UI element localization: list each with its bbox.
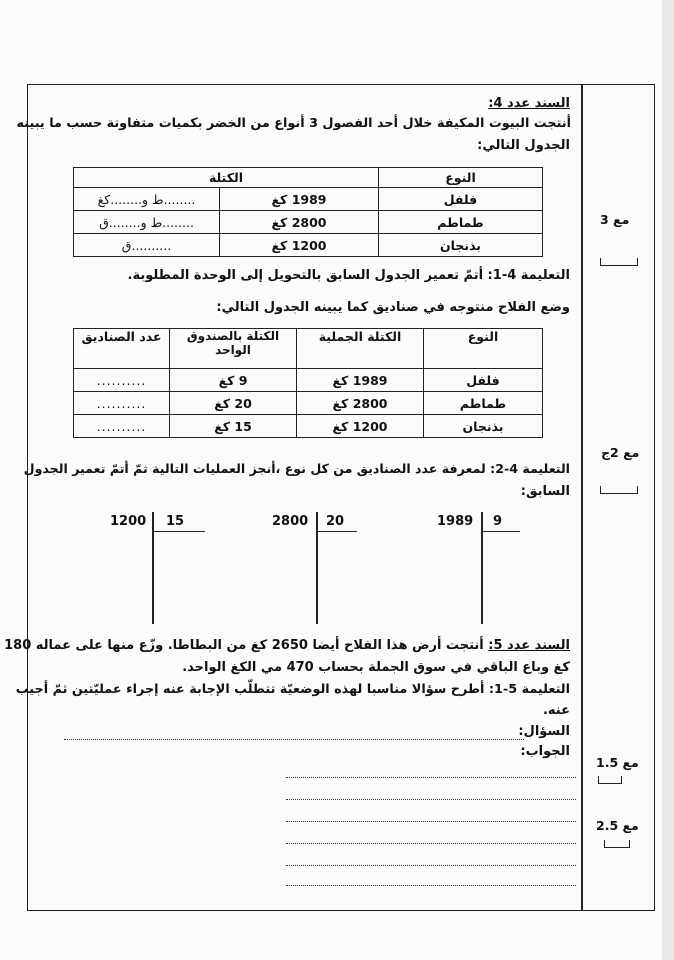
table2-cell-per-box: 20 كغ [170, 392, 297, 415]
division-divisor: 9 [493, 514, 503, 529]
page-edge [662, 0, 674, 960]
table2-cell-per-box: 9 كغ [170, 369, 297, 392]
score-boxes-3 [598, 776, 622, 784]
table-row [74, 392, 543, 415]
score-boxes-2 [600, 486, 638, 494]
criterion-mark-2: مع 2ج [601, 445, 640, 460]
instruction-5-1-line2: عنه. [542, 703, 570, 718]
table1-cell-type: فلفل [379, 188, 543, 211]
table1-cell-mass: 2800 كغ [220, 211, 379, 234]
table2-cell-total: 2800 كغ [297, 392, 424, 415]
answer-line[interactable] [286, 864, 576, 866]
answer-line[interactable] [286, 842, 576, 844]
instruction-5-1-line1: التعليمة 5-1: أطرح سؤالا مناسبا لهذه الوضعيّة تتطلّب الإجابة عنه إجراء عمليّتين ثمّ أجيب [15, 682, 570, 697]
section4-intro-line2: الجدول التالي: [477, 138, 570, 153]
table2-cell-per-box: 15 كغ [170, 415, 297, 438]
section5-title: السند عدد 5: [488, 638, 570, 653]
answer-line[interactable] [286, 776, 576, 778]
table1-header-type: النوع [379, 168, 543, 188]
table-boxes [73, 328, 543, 438]
table2-cell-count[interactable]: .......... [74, 392, 170, 415]
table2-cell-count[interactable]: .......... [74, 415, 170, 438]
section5-intro-line1: السند عدد 5: أنتجت أرض هذا الفلاح أيضا 2650 كغ من البطاطا. وزّع منها على عماله 180 [4, 638, 570, 653]
division-divisor: 20 [326, 514, 345, 529]
table1-cell-mass: 1200 كغ [220, 234, 379, 257]
table2-cell-type: بذنجان [424, 415, 543, 438]
criterion-mark-3: مع 1.5 [596, 755, 639, 770]
instruction-4-2-line1: التعليمة 4-2: لمعرفة عدد الصناديق من كل نوع ،أنجز العمليات التالية ثمّ أتمّ تعمير الجدول [23, 461, 570, 476]
instruction-4-1: التعليمة 4-1: أتمّ تعمير الجدول السابق بالتحويل إلى الوحدة المطلوبة. [127, 268, 570, 283]
table2-cell-total: 1200 كغ [297, 415, 424, 438]
table-row [74, 415, 543, 438]
table1-header-mass: الكتلة [74, 168, 379, 188]
table2-cell-total: 1989 كغ [297, 369, 424, 392]
section4-intro2: وضع الفلاح منتوجه في صناديق كما يبينه الجدول التالي: [216, 300, 570, 315]
division-horizontal-bar [482, 531, 520, 532]
table2-header-total: الكتلة الجملية [297, 329, 424, 369]
table1-cell-type: بذنجان [379, 234, 543, 257]
table-mass-conversion [73, 167, 543, 257]
criterion-mark-1: مع 3 [600, 212, 630, 227]
division-vertical-bar [316, 512, 318, 624]
section5-intro-line2: كغ وباع الباقي في سوق الجملة بحساب 470 مي الكغ الواحد. [182, 660, 570, 675]
answer-line[interactable] [286, 820, 576, 822]
answer-label: الجواب: [520, 744, 570, 759]
question-label: السؤال: [518, 724, 570, 739]
table1-cell-mass: 1989 كغ [220, 188, 379, 211]
division-dividend: 1200 [110, 514, 147, 529]
instruction-4-2-line2: السابق: [520, 484, 570, 499]
table2-cell-type: فلفل [424, 369, 543, 392]
answer-line[interactable] [286, 798, 576, 800]
section4-title: السند عدد 4: [488, 96, 570, 111]
division-dividend: 1989 [437, 514, 474, 529]
table2-header-count: عدد الصناديق [74, 329, 170, 369]
table2-cell-count[interactable]: .......... [74, 369, 170, 392]
table1-cell-type: طماطم [379, 211, 543, 234]
score-boxes-1 [600, 258, 638, 266]
answer-line[interactable] [286, 884, 576, 886]
section4-intro-line1: أنتجت البيوت المكيفة خلال أحد الفصول 3 أنواع من الخضر بكميات متفاوتة حسب ما يبينه [16, 116, 571, 131]
division-horizontal-bar [153, 531, 205, 532]
division-vertical-bar [152, 512, 154, 624]
table2-header-per-box: الكتلة بالصندوق الواحد [170, 329, 297, 369]
division-divisor: 15 [166, 514, 185, 529]
table1-cell-convert[interactable]: ........ط و........كغ [74, 188, 220, 211]
table-row [74, 369, 543, 392]
criterion-mark-4: مع 2.5 [596, 818, 639, 833]
table1-cell-convert[interactable]: ........ط و........ق [74, 211, 220, 234]
table1-cell-convert[interactable]: ..........ق [74, 234, 220, 257]
table2-header-type: النوع [424, 329, 543, 369]
table-row [74, 234, 543, 257]
table-row [74, 188, 543, 211]
margin-divider [581, 84, 583, 911]
question-answer-line[interactable] [64, 738, 524, 740]
table2-cell-type: طماطم [424, 392, 543, 415]
division-vertical-bar [481, 512, 483, 624]
score-boxes-4 [604, 840, 630, 848]
table-row [74, 211, 543, 234]
division-horizontal-bar [317, 531, 357, 532]
division-dividend: 2800 [272, 514, 309, 529]
